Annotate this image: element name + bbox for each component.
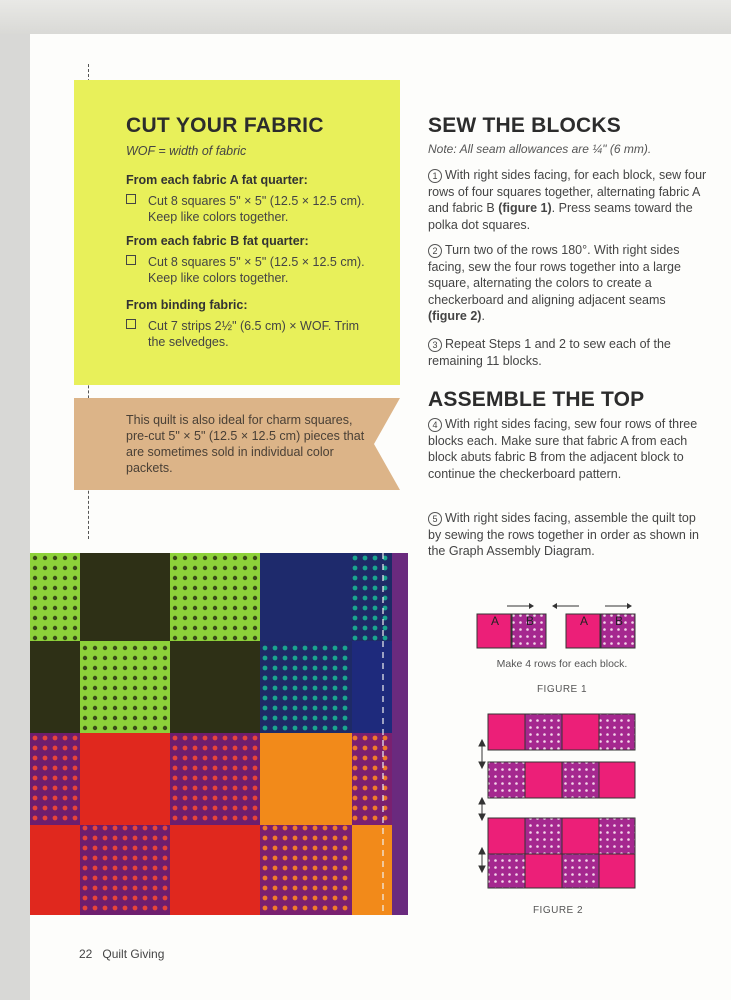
- wof-note: WOF = width of fabric: [126, 144, 247, 158]
- step-2-text-end: .: [481, 309, 485, 323]
- step-number: 1: [428, 169, 442, 183]
- binding-item: [126, 318, 386, 350]
- step-1: [428, 167, 708, 233]
- step-2-text: Turn two of the rows 180°. With right sides facing, sew the four rows together into a large square, alternating the colors to create a checkerboard and aligning adjacent seams: [428, 243, 681, 307]
- figure-1-caption: Make 4 rows for each block.: [496, 658, 628, 670]
- figure-2-label: FIGURE 2: [532, 905, 584, 916]
- step-4: [428, 416, 708, 482]
- step-4-text: With right sides facing, sew four rows of three blocks each. Make sure that fabric A from each block abuts fabric B from the adjacent block to continue the checkerboard pattern.: [428, 417, 698, 481]
- book-title: Quilt Giving: [102, 947, 165, 961]
- fabric-b-heading: From each fabric B fat quarter:: [126, 234, 309, 248]
- label-b-2: B: [614, 614, 623, 628]
- step-number: 3: [428, 338, 442, 352]
- assemble-top-title: ASSEMBLE THE TOP: [428, 388, 645, 411]
- page-number: 22: [79, 947, 93, 961]
- book-page: [30, 34, 731, 1000]
- quilt-photo: [30, 553, 408, 915]
- label-a-1: A: [490, 614, 499, 628]
- fabric-b-item: [126, 254, 386, 286]
- step-3: [428, 336, 708, 369]
- step-3-text: Repeat Steps 1 and 2 to sew each of the remaining 11 blocks.: [428, 337, 671, 368]
- step-number: 5: [428, 512, 442, 526]
- page-top-edge: [0, 0, 731, 34]
- figure-1-label: FIGURE 1: [536, 684, 588, 695]
- label-b-1: B: [525, 614, 534, 628]
- figure-1-ref: (figure 1): [498, 201, 552, 215]
- fabric-b-item-text: Cut 8 squares 5" × 5" (12.5 × 12.5 cm). Keep like colors together.: [148, 255, 365, 285]
- step-5: [428, 510, 708, 560]
- step-2: [428, 242, 708, 325]
- fabric-a-heading: From each fabric A fat quarter:: [126, 173, 308, 187]
- step-1-text-end: . Press seams toward the polka dot squares.: [428, 201, 693, 232]
- binding-heading: From binding fabric:: [126, 298, 248, 312]
- figure-2-diagram: [478, 710, 638, 890]
- cut-fabric-box: [74, 80, 400, 385]
- step-5-text: With right sides facing, assemble the quilt top by sewing the rows together in order as shown in the Graph Assembly Diagram.: [428, 511, 699, 558]
- fabric-a-item-text: Cut 8 squares 5" × 5" (12.5 × 12.5 cm). Keep like colors together.: [148, 194, 365, 224]
- cut-fabric-title: CUT YOUR FABRIC: [126, 114, 324, 137]
- binding-item-text: Cut 7 strips 2½" (6.5 cm) × WOF. Trim the selvedges.: [148, 319, 360, 349]
- fabric-a-item: [126, 193, 386, 225]
- label-a-2: A: [579, 614, 588, 628]
- tip-text: This quilt is also ideal for charm squares, pre-cut 5" × 5" (12.5 × 12.5 cm) pieces that are sometimes sold in individual color packets.: [126, 413, 365, 475]
- step-1-text: With right sides facing, for each block, sew four rows of four squares together, alternating fabric A and fabric B: [428, 168, 707, 215]
- step-number: 4: [428, 418, 442, 432]
- seam-note: Note: All seam allowances are ¼" (6 mm).: [428, 142, 652, 156]
- checkbox-icon: [126, 319, 136, 329]
- step-number: 2: [428, 244, 442, 258]
- page-footer: [79, 947, 164, 961]
- figure-2-ref: (figure 2): [428, 309, 482, 323]
- sew-blocks-title: SEW THE BLOCKS: [428, 114, 621, 137]
- checkbox-icon: [126, 255, 136, 265]
- checkbox-icon: [126, 194, 136, 204]
